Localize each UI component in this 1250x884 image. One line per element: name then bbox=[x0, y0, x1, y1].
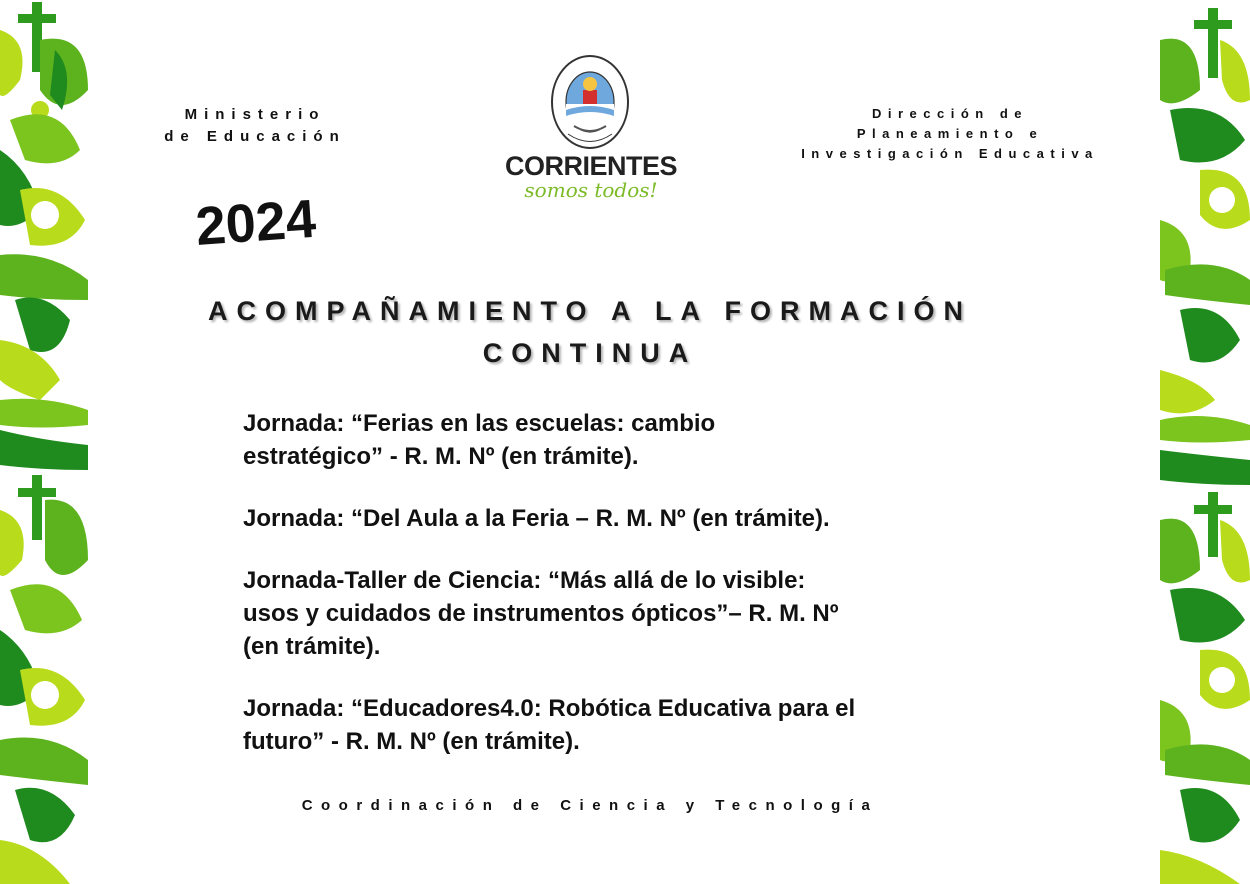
list-item: Jornada: “Ferias en las escuelas: cambio estratégico” - R. M. Nº (en trámite). bbox=[243, 410, 716, 470]
page-title: ACOMPAÑAMIENTO A LA FORMACIÓN CONTINUA bbox=[208, 296, 972, 368]
year-label: 2024 bbox=[193, 188, 318, 258]
jornada-list bbox=[243, 407, 973, 787]
decorative-border-right bbox=[1160, 0, 1250, 884]
direction-name: Dirección de Planeamiento e Investigación Educativa bbox=[801, 106, 1099, 161]
folk-pattern-left bbox=[0, 0, 88, 884]
coat-of-arms-icon bbox=[546, 54, 634, 150]
list-item: Jornada: “Del Aula a la Feria – R. M. Nº (en trámite). bbox=[243, 505, 830, 532]
brand-name: CORRIENTES bbox=[504, 151, 678, 181]
footer-coordination: Coordinación de Ciencia y Tecnología bbox=[301, 797, 879, 814]
provincial-emblem bbox=[546, 54, 634, 155]
folk-pattern-right bbox=[1160, 0, 1250, 884]
brand-slogan: somos todos! bbox=[524, 178, 658, 202]
ministry-name: Ministerio de Educación bbox=[164, 106, 346, 145]
list-item: Jornada: “Educadores4.0: Robótica Educativa para el futuro” - R. M. Nº (en trámite). bbox=[243, 695, 856, 755]
decorative-border-left bbox=[0, 0, 88, 884]
list-item: Jornada-Taller de Ciencia: “Más allá de lo visible: usos y cuidados de instrumentos ópticos”– R. M. Nº (en trámite). bbox=[243, 567, 839, 660]
